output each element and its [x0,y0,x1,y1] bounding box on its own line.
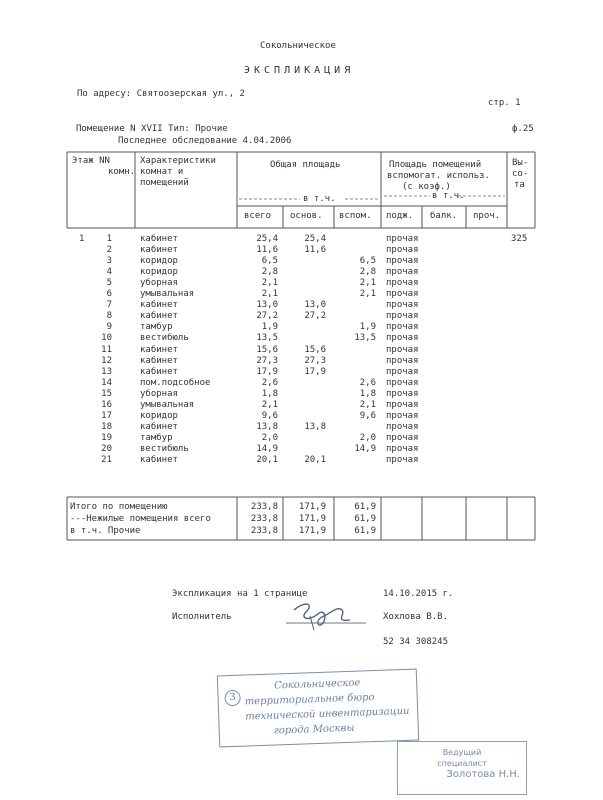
room-type: прочая [386,234,419,244]
height-value: 325 [511,234,528,244]
totals-area-aux: 61,9 [354,514,376,524]
room-number: 18 [101,422,112,432]
stamp-line: города Москвы [273,722,355,737]
room-name: уборная [140,278,178,288]
room-name: кабинет [140,356,178,366]
room-name: коридор [140,267,178,277]
area-total: 27,3 [256,356,278,366]
area-total: 1,8 [261,389,278,399]
room-number: 6 [106,289,112,299]
header-aux-2: вспомогат. использ. [387,171,490,181]
area-aux: 2,6 [359,378,376,388]
form-number: ф.25 [512,124,534,134]
room-name: кабинет [140,455,178,465]
header-char-2: комнат и [140,167,184,177]
room-type: прочая [386,444,419,454]
room-number: 14 [101,378,112,388]
room-type: прочая [386,422,419,432]
totals-area-total: 233,8 [250,502,278,512]
header-aux-3: (с коэф.) [402,182,451,192]
room-type: прочая [386,378,419,388]
room-name: кабинет [140,345,178,355]
room-type: прочая [386,256,419,266]
header-vsego: всего [244,211,272,221]
totals-area-aux: 61,9 [354,526,376,536]
room-type: прочая [386,389,419,399]
room-number: 21 [101,455,112,465]
area-total: 2,0 [261,433,278,443]
header-proch: проч. [473,211,501,221]
stamp-line: территориальное бюро [244,692,375,708]
room-type: прочая [386,411,419,421]
area-aux: 13,5 [354,333,376,343]
header-floor-nn: Этаж NN [72,156,110,166]
area-total: 9,6 [261,411,278,421]
area-main: 15,6 [304,345,326,355]
area-aux: 2,1 [359,278,376,288]
area-aux: 6,5 [359,256,376,266]
room-name: коридор [140,256,178,266]
totals-area-total: 233,8 [250,526,278,536]
room-number: 3 [106,256,112,266]
room-number: 15 [101,389,112,399]
room-type: прочая [386,356,419,366]
floor-number: 1 [79,234,85,244]
executor-name: Хохлова В.В. [383,612,449,622]
room-type: прочая [386,245,419,255]
room-number: 1 [106,234,112,244]
stamp-line: технической инвентаризации [245,705,410,723]
area-total: 20,1 [256,455,278,465]
stamp-line: Сокольническое [274,677,361,692]
header-height-1: Вы- [512,158,529,168]
area-aux: 14,9 [354,444,376,454]
area-total: 15,6 [256,345,278,355]
room-name: кабинет [140,245,178,255]
area-main: 13,8 [304,422,326,432]
area-aux: 2,8 [359,267,376,277]
address-line: По адресу: Святоозерская ул., 2 [77,89,245,99]
room-name: тамбур [140,322,173,332]
header-vtch-1: в т.ч. [303,194,336,204]
room-type: прочая [386,322,419,332]
area-main: 27,3 [304,356,326,366]
area-total: 13,5 [256,333,278,343]
room-name: коридор [140,411,178,421]
area-aux: 1,9 [359,322,376,332]
area-aux: 2,1 [359,400,376,410]
area-main: 17,9 [304,367,326,377]
header-vtch-2: в т.ч. [432,191,465,201]
totals-label: в т.ч. Прочие [70,526,141,536]
area-total: 6,5 [261,256,278,266]
room-name: тамбур [140,433,173,443]
header-lodzh: лодж. [386,211,414,221]
org-name: Сокольническое [260,41,336,51]
room-number: 9 [106,322,112,332]
room-name: кабинет [140,367,178,377]
header-height-3: та [514,180,525,190]
last-survey-line: Последнее обследование 4.04.2006 [118,136,292,146]
room-type: прочая [386,400,419,410]
room-number: 2 [106,245,112,255]
pages-note: Экспликация на 1 странице [172,589,308,599]
header-vspom: вспом. [339,211,372,221]
room-number: 7 [106,300,112,310]
room-number: 12 [101,356,112,366]
area-total: 2,1 [261,278,278,288]
document-code: 52 34 308245 [383,637,449,647]
room-number: 19 [101,433,112,443]
room-type: прочая [386,300,419,310]
room-number: 11 [101,345,112,355]
room-type: прочая [386,455,419,465]
room-name: вестибюль [140,444,189,454]
stamp-line: Золотова Н.Н. [446,769,520,780]
area-main: 13,0 [304,300,326,310]
specialist-stamp [397,741,527,795]
area-total: 13,0 [256,300,278,310]
header-balk: балк. [430,211,458,221]
page-number: стр. 1 [488,98,521,108]
area-total: 13,8 [256,422,278,432]
room-type: прочая [386,333,419,343]
room-type: прочая [386,367,419,377]
bureau-stamp [217,669,419,748]
area-total: 11,6 [256,245,278,255]
document-title: ЭКСПЛИКАЦИЯ [244,65,355,76]
room-number: 13 [101,367,112,377]
executor-label: Исполнитель [172,612,232,622]
room-name: пом.подсобное [140,378,211,388]
premises-line: Помещение N XVII Тип: Прочие [76,124,228,134]
totals-label: Итого по помещению [70,502,168,512]
room-type: прочая [386,278,419,288]
room-number: 17 [101,411,112,421]
room-name: кабинет [140,234,178,244]
header-total-area: Общая площадь [270,160,341,170]
area-main: 11,6 [304,245,326,255]
header-height-2: со- [512,169,529,179]
room-name: кабинет [140,311,178,321]
area-main: 27,2 [304,311,326,321]
area-aux: 2,0 [359,433,376,443]
area-total: 2,1 [261,400,278,410]
area-total: 2,1 [261,289,278,299]
room-type: прочая [386,433,419,443]
area-total: 27,2 [256,311,278,321]
room-number: 4 [106,267,112,277]
room-name: умывальная [140,289,195,299]
room-type: прочая [386,289,419,299]
area-total: 1,9 [261,322,278,332]
signature-image [284,596,364,634]
area-aux: 2,1 [359,289,376,299]
header-char-3: помещений [140,178,189,188]
room-name: кабинет [140,300,178,310]
stamp-line: Ведущий [442,748,482,757]
header-komn: комн. [108,167,136,177]
totals-area-total: 233,8 [250,514,278,524]
stamp-line: специалист [437,759,487,768]
area-aux: 9,6 [359,411,376,421]
room-type: прочая [386,345,419,355]
room-number: 5 [106,278,112,288]
room-type: прочая [386,311,419,321]
room-name: уборная [140,389,178,399]
area-main: 20,1 [304,455,326,465]
totals-area-aux: 61,9 [354,502,376,512]
room-name: кабинет [140,422,178,432]
footer-date: 14.10.2015 г. [383,589,454,599]
totals-area-main: 171,9 [298,514,326,524]
totals-area-main: 171,9 [298,502,326,512]
room-type: прочая [386,267,419,277]
room-number: 16 [101,400,112,410]
area-main: 25,4 [304,234,326,244]
area-aux: 1,8 [359,389,376,399]
room-number: 8 [106,311,112,321]
area-total: 25,4 [256,234,278,244]
area-total: 2,8 [261,267,278,277]
header-osnov: основ. [290,211,323,221]
stamp-number-circle: 3 [224,690,241,707]
room-number: 10 [101,333,112,343]
area-total: 17,9 [256,367,278,377]
area-total: 2,6 [261,378,278,388]
area-total: 14,9 [256,444,278,454]
totals-label: ---Нежилые помещения всего [70,514,211,524]
totals-area-main: 171,9 [298,526,326,536]
room-name: умывальная [140,400,195,410]
header-aux-1: Площадь помещений [389,160,482,170]
header-char-1: Характеристики [140,156,216,166]
room-number: 20 [101,444,112,454]
room-name: вестибюль [140,333,189,343]
